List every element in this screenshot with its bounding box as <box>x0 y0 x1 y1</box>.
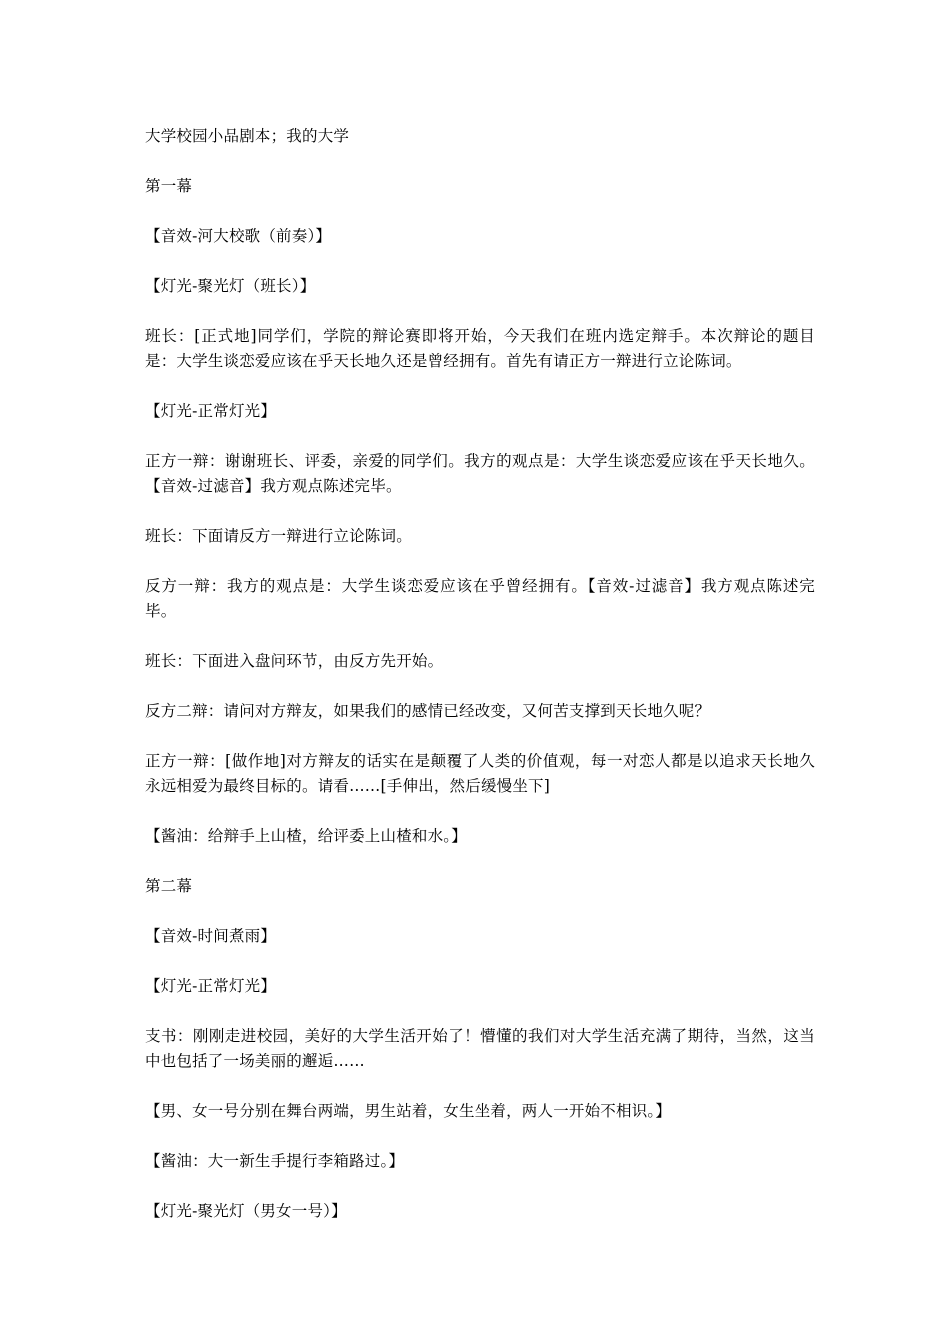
dialogue-line: 班长：下面请反方一辩进行立论陈词。 <box>145 527 412 545</box>
dialogue-line: 反方一辩：我方的观点是：大学生谈恋爱应该在乎曾经拥有。【音效-过滤音】我方观点陈述完毕。 <box>145 577 815 620</box>
stage-cue: 【灯光-正常灯光】 <box>145 402 277 420</box>
stage-cue: 【男、女一号分别在舞台两端，男生站着，女生坐着，两人一开始不相识。】 <box>145 1102 672 1120</box>
stage-cue: 【酱油：给辩手上山楂，给评委上山楂和水。】 <box>145 827 467 845</box>
document-title: 大学校园小品剧本；我的大学 <box>145 127 350 145</box>
stage-cue: 【音效-时间煮雨】 <box>145 927 277 945</box>
stage-cue: 【音效-河大校歌（前奏）】 <box>145 227 332 245</box>
act-heading: 第二幕 <box>145 877 193 895</box>
stage-cue: 【灯光-聚光灯（班长）】 <box>145 277 316 295</box>
dialogue-line: 正方一辩：[做作地]对方辩友的话实在是颠覆了人类的价值观，每一对恋人都是以追求天长地久永远相爱为最终目标的。请看……[手伸出，然后缓慢坐下] <box>145 752 815 795</box>
stage-cue: 【酱油：大一新生手提行李箱路过。】 <box>145 1152 405 1170</box>
dialogue-line: 支书：刚刚走进校园，美好的大学生活开始了！懵懂的我们对大学生活充满了期待，当然，这当中也包括了一场美丽的邂逅…… <box>145 1027 815 1070</box>
stage-cue: 【灯光-聚光灯（男女一号）】 <box>145 1202 347 1220</box>
dialogue-line: 班长：[正式地]同学们，学院的辩论赛即将开始，今天我们在班内选定辩手。本次辩论的题目是：大学生谈恋爱应该在乎天长地久还是曾经拥有。首先有请正方一辩进行立论陈词。 <box>145 327 815 370</box>
document-page <box>145 124 815 1249</box>
dialogue-line: 反方二辩：请问对方辩友，如果我们的感情已经改变，又何苦支撑到天长地久呢？ <box>145 702 711 720</box>
stage-cue: 【灯光-正常灯光】 <box>145 977 277 995</box>
act-heading: 第一幕 <box>145 177 193 195</box>
dialogue-line: 正方一辩：谢谢班长、评委，亲爱的同学们。我方的观点是：大学生谈恋爱应该在乎天长地久。【音效-过滤音】我方观点陈述完毕。 <box>145 452 815 495</box>
dialogue-line: 班长：下面进入盘问环节，由反方先开始。 <box>145 652 444 670</box>
